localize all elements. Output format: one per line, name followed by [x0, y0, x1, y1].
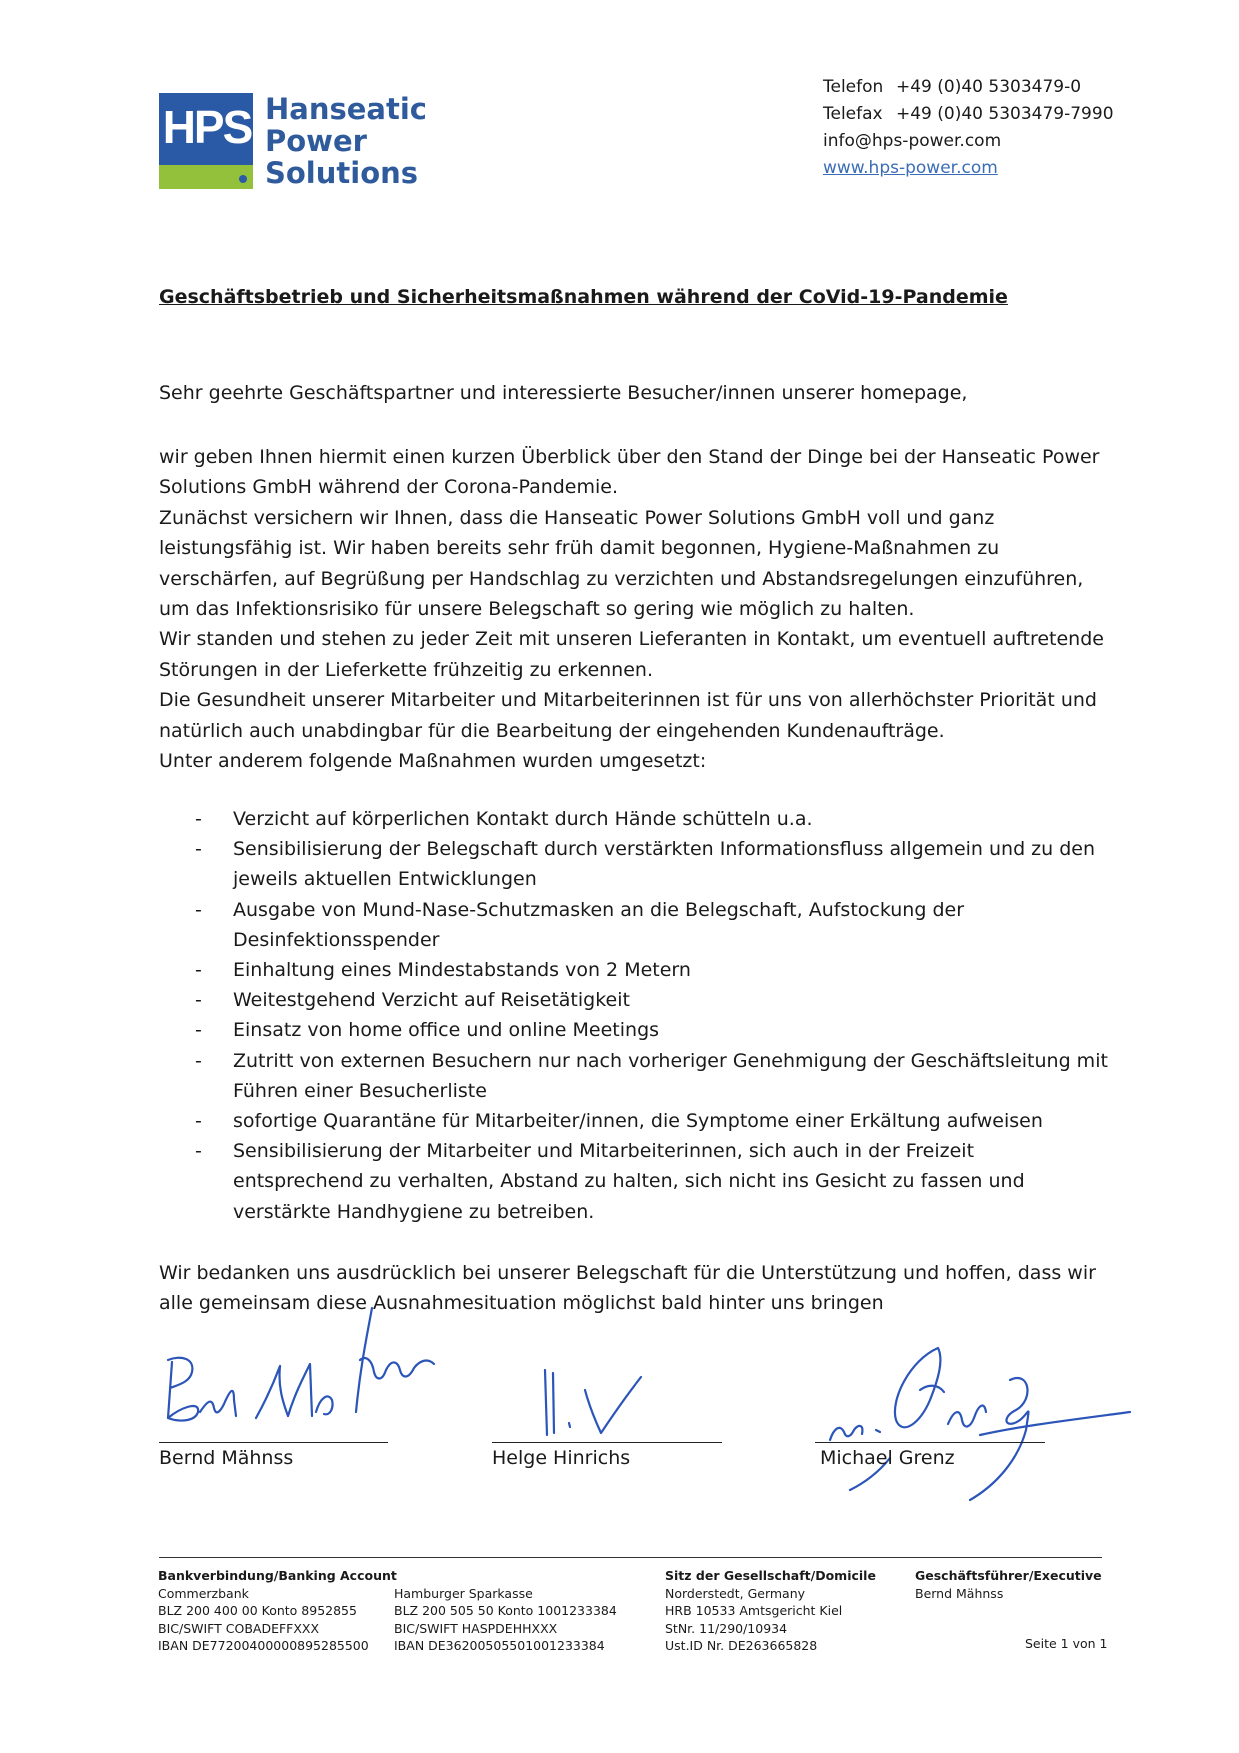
footer-line: Bernd Mähnss — [915, 1585, 1004, 1601]
letter-heading: Geschäftsbetrieb und Sicherheitsmaßnahmen während der CoVid-19-Pandemie — [159, 286, 1008, 308]
phone-label: Telefon — [823, 77, 884, 97]
list-item-text: Ausgabe von Mund-Nase-Schutzmasken an die Belegschaft, Aufstockung der Desinfektionsspender — [233, 898, 965, 951]
footer-line: IBAN DE36200505501001233384 — [394, 1638, 605, 1653]
greeting: Sehr geehrte Geschäftspartner und interessierte Besucher/innen unserer homepage, — [159, 382, 968, 404]
page-number: Seite 1 von 1 — [1025, 1636, 1108, 1651]
list-item-text: Zutritt von externen Besuchern nur nach vorheriger Genehmigung der Geschäftsleitung mit Führen einer Besucherliste — [233, 1049, 1108, 1102]
footer-executive — [915, 1567, 1102, 1602]
signature-helge — [535, 1365, 655, 1445]
paragraph: Wir standen und stehen zu jeder Zeit mit unseren Lieferanten in Kontakt, um eventuell auftretende Störungen in der Lieferkette frühzeitig zu erkennen. — [159, 628, 1104, 681]
list-dash: - — [195, 808, 202, 830]
fax-label: Telefax — [823, 104, 883, 124]
signatory-name: Michael Grenz — [820, 1447, 955, 1469]
list-dash: - — [195, 1110, 202, 1133]
phone-row — [823, 74, 1114, 101]
logo-word: Solutions — [265, 156, 419, 190]
list-item-text: Verzicht auf körperlichen Kontakt durch Hände schütteln u.a. — [233, 808, 813, 830]
list-dash: - — [195, 959, 202, 982]
logo-mark — [159, 93, 253, 189]
footer-bank-heading: Bankverbindung/Banking Account — [158, 1568, 397, 1583]
list-dash: - — [195, 898, 202, 921]
list-dash: - — [195, 1019, 202, 1042]
footer-line: IBAN DE77200400000895285500 — [158, 1638, 369, 1653]
footer-divider — [159, 1557, 1102, 1558]
list-item — [159, 1136, 1109, 1227]
footer-domicile — [665, 1567, 876, 1655]
logo-wordmark — [265, 93, 427, 189]
measures-list — [159, 804, 1109, 1227]
footer-line: HRB 10533 Amtsgericht Kiel — [665, 1603, 843, 1618]
logo-abbr: HPS — [162, 101, 252, 153]
logo-dot — [239, 175, 247, 183]
footer-line: BIC/SWIFT HASPDEHHXXX — [394, 1620, 558, 1636]
paragraph: Die Gesundheit unserer Mitarbeiter und Mitarbeiterinnen ist für uns von allerhöchster Priorität und natürlich auch unabdingbar für die Bearbeitung der eingehenden Kundenaufträge. — [159, 689, 1097, 742]
phone-number: +49 (0)40 5303479-0 — [896, 77, 1082, 97]
list-item-text: Sensibilisierung der Belegschaft durch verstärkten Informationsfluss allgemein und zu den jeweils aktuellen Entwicklungen — [233, 838, 1096, 891]
footer-bank-2 — [394, 1585, 617, 1655]
footer-line: BLZ 200 505 50 Konto 1001233384 — [394, 1603, 617, 1618]
footer-domicile-heading: Sitz der Gesellschaft/Domicile — [665, 1568, 876, 1583]
footer-line: Hamburger Sparkasse — [394, 1585, 533, 1601]
list-item-text: Einsatz von home office und online Meetings — [233, 1019, 660, 1042]
list-item — [159, 1106, 1109, 1136]
footer-line: BLZ 200 400 00 Konto 8952855 — [158, 1603, 357, 1618]
signature-line — [815, 1442, 1045, 1443]
list-dash: - — [195, 1049, 202, 1072]
footer-executive-heading: Geschäftsführer/Executive — [915, 1568, 1102, 1583]
list-item — [159, 804, 1109, 834]
list-dash: - — [195, 989, 202, 1012]
signatory-name: Helge Hinrichs — [492, 1447, 631, 1469]
list-item — [159, 1046, 1109, 1106]
footer-line: StNr. 11/290/10934 — [665, 1620, 788, 1636]
footer-line: Ust.ID Nr. DE263665828 — [665, 1638, 818, 1653]
paragraph: wir geben Ihnen hiermit einen kurzen Überblick über den Stand der Dinge bei der Hanseatic Power Solutions GmbH während der Corona-Pandemie. — [159, 446, 1100, 499]
fax-number: +49 (0)40 5303479-7990 — [896, 104, 1114, 124]
body-paragraphs — [159, 442, 1109, 776]
list-item — [159, 834, 1109, 894]
signature-bernd — [160, 1300, 470, 1435]
list-item-text: Sensibilisierung der Mitarbeiter und Mitarbeiterinnen, sich auch in der Freizeit entsprechend zu verhalten, Abstand zu halten, sich nicht ins Gesicht zu fassen und verstärkte Handhygiene zu betreiben. — [233, 1140, 1025, 1223]
list-dash: - — [195, 838, 202, 861]
logo-word: Power — [265, 124, 367, 158]
list-item — [159, 1015, 1109, 1045]
signatory-name: Bernd Mähnss — [159, 1447, 294, 1469]
signature-line — [492, 1442, 722, 1443]
contact-block — [823, 74, 1114, 182]
list-dash: - — [195, 1140, 202, 1163]
fax-row — [823, 101, 1114, 128]
email-address[interactable]: info@hps-power.com — [823, 131, 1002, 151]
footer-line: BIC/SWIFT COBADEFFXXX — [158, 1620, 320, 1636]
company-logo — [159, 92, 427, 190]
list-item-text: Einhaltung eines Mindestabstands von 2 Metern — [233, 959, 691, 982]
footer-line: Norderstedt, Germany — [665, 1585, 806, 1601]
list-item — [159, 955, 1109, 985]
footer-line: Commerzbank — [158, 1585, 249, 1601]
list-item-text: Weitestgehend Verzicht auf Reisetätigkeit — [233, 989, 630, 1012]
signature-michael — [820, 1340, 1140, 1505]
list-item — [159, 985, 1109, 1015]
list-item-text: sofortige Quarantäne für Mitarbeiter/innen, die Symptome einer Erkältung aufweisen — [233, 1110, 1043, 1133]
list-item — [159, 895, 1109, 955]
website-link[interactable]: www.hps-power.com — [823, 158, 998, 178]
logo-word: Hanseatic — [265, 92, 427, 126]
paragraph: Zunächst versichern wir Ihnen, dass die Hanseatic Power Solutions GmbH voll und ganz leistungsfähig ist. Wir haben bereits sehr früh damit begonnen, Hygiene-Maßnahmen zu verschärfen, auf Begrüßung per Handschlag zu verzichten und Abstandsregelungen einzuführen, um das Infektionsrisiko für unsere Belegschaft so gering wie möglich zu halten. — [159, 506, 1084, 621]
closing-paragraph: Wir bedanken uns ausdrücklich bei unserer Belegschaft für die Unterstützung und hoffen, dass wir alle gemeinsam diese Ausnahmesituation möglichst bald hinter uns bringen — [159, 1262, 1096, 1314]
footer-bank-1 — [158, 1567, 397, 1655]
signature-line — [159, 1442, 388, 1443]
paragraph: Unter anderem folgende Maßnahmen wurden umgesetzt: — [159, 750, 707, 773]
